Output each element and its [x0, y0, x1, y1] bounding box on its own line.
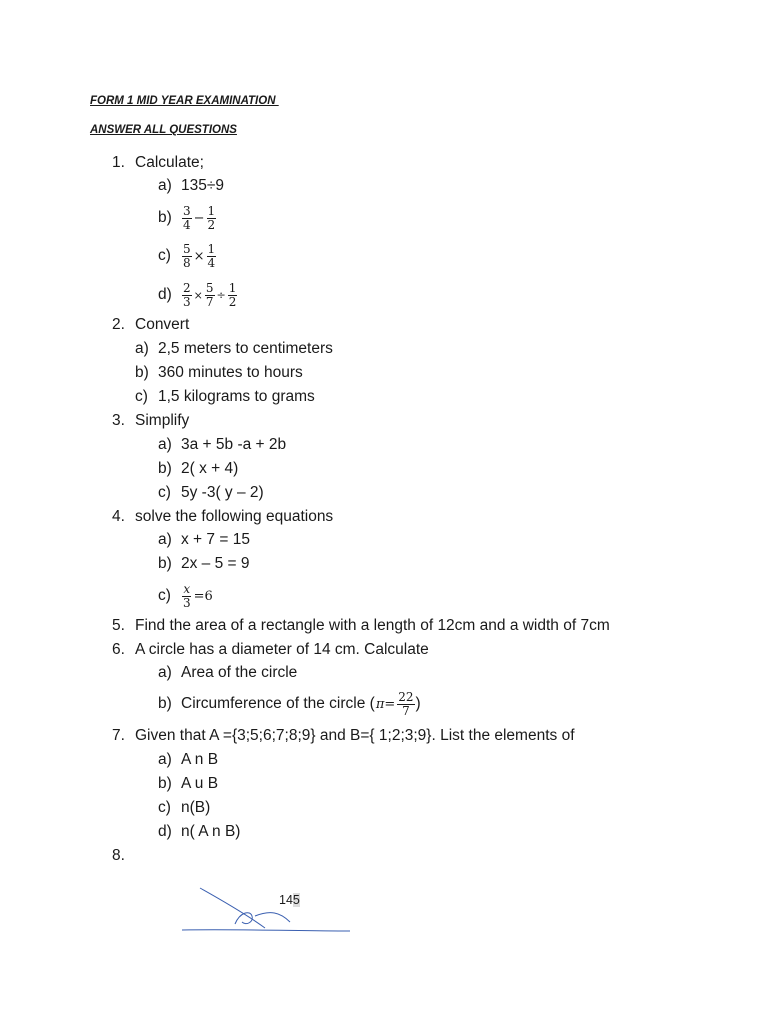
part-text: 2,5 meters to centimeters	[158, 340, 333, 357]
part-text: A u B	[181, 775, 219, 792]
fraction: $\frac{2}{3}$	[183, 280, 191, 309]
part-label: c)	[158, 587, 171, 604]
question-text: Calculate;	[135, 154, 204, 171]
part-label: b)	[158, 775, 172, 792]
divide-operator: ÷	[216, 288, 226, 302]
question-7-part-c	[0, 797, 768, 819]
fraction-expression	[181, 243, 217, 270]
part-text: 2( x + 4)	[181, 460, 239, 477]
pi-symbol: π=	[375, 696, 396, 712]
exam-title: FORM 1 MID YEAR EXAMINATION	[90, 95, 279, 107]
part-text: n( A n B)	[181, 823, 241, 840]
part-label: b)	[158, 460, 172, 477]
question-text: Simplify	[135, 412, 190, 429]
fraction: $\frac{5}{7}$	[205, 280, 214, 309]
part-text: Circumference of the circle ( π= $\frac{22}{7}$ )	[181, 689, 421, 718]
question-6-part-a	[0, 662, 768, 684]
part-label: b)	[158, 695, 172, 712]
question-2-part-a	[0, 338, 768, 360]
question-text: Convert	[135, 316, 190, 333]
part-label: a)	[158, 436, 172, 453]
part-label: d)	[158, 823, 172, 840]
fraction: $\frac{1}{2}$	[207, 203, 216, 232]
part-text: 5y -3( y – 2)	[181, 484, 264, 501]
exam-instruction: ANSWER ALL QUESTIONS	[90, 124, 237, 136]
question-6	[0, 639, 768, 661]
question-text: Find the area of a rectangle with a length of 12cm and a width of 7cm	[135, 617, 610, 634]
part-text: x + 7 = 15	[181, 531, 250, 548]
part-label: b)	[158, 209, 172, 226]
fraction-expression	[181, 205, 217, 232]
question-number: 6.	[112, 641, 125, 658]
part-text: 3a + 5b -a + 2b	[181, 436, 287, 453]
question-text: A circle has a diameter of 14 cm. Calculate	[135, 641, 429, 658]
fraction: $\frac{22}{7}$	[398, 689, 414, 718]
equation-rest: =6	[193, 588, 213, 604]
question-7-part-b	[0, 773, 768, 795]
part-label: a)	[135, 340, 149, 357]
fraction-expression	[181, 583, 214, 610]
part-label: a)	[158, 664, 172, 681]
fraction: $\frac{1}{4}$	[207, 241, 216, 270]
fraction-expression	[181, 282, 238, 309]
minus-operator: −	[193, 210, 205, 226]
part-label: a)	[158, 751, 172, 768]
question-7-part-d	[0, 821, 768, 843]
fraction: $\frac{1}{2}$	[228, 280, 237, 309]
question-2-part-b	[0, 362, 768, 384]
question-5	[0, 615, 768, 637]
question-text: solve the following equations	[135, 508, 334, 525]
question-text: Given that A ={3;5;6;7;8;9} and B={ 1;2;3;9}. List the elements of	[135, 727, 575, 744]
part-label: c)	[158, 484, 171, 501]
question-4-part-c	[0, 583, 768, 609]
part-label: c)	[135, 388, 148, 405]
question-number: 4.	[112, 508, 125, 525]
question-4-part-a	[0, 529, 768, 551]
question-number: 7.	[112, 727, 125, 744]
question-1-part-c	[0, 243, 768, 269]
question-number: 1.	[112, 154, 125, 171]
question-3	[0, 410, 768, 432]
multiply-operator: ×	[193, 248, 205, 264]
question-1-part-b	[0, 205, 768, 231]
question-6-part-b	[0, 690, 768, 718]
part-label: a)	[158, 531, 172, 548]
question-1	[0, 152, 768, 174]
part-text: 1,5 kilograms to grams	[158, 388, 315, 405]
question-number: 5.	[112, 617, 125, 634]
part-text: 2x – 5 = 9	[181, 555, 250, 572]
question-1-part-d	[0, 282, 768, 308]
question-7	[0, 725, 768, 747]
question-8	[0, 845, 768, 867]
part-text: A n B	[181, 751, 219, 768]
multiply-operator: ×	[193, 288, 203, 302]
part-text: 135÷9	[181, 177, 224, 194]
signature-scribble	[180, 882, 355, 937]
question-3-part-a	[0, 434, 768, 456]
question-1-part-a	[0, 175, 768, 197]
fraction: $\frac{3}{4}$	[183, 203, 191, 232]
question-number: 8.	[112, 847, 125, 864]
question-3-part-b	[0, 458, 768, 480]
part-label: c)	[158, 799, 171, 816]
part-label: b)	[158, 555, 172, 572]
question-2-part-c	[0, 386, 768, 408]
question-number: 3.	[112, 412, 125, 429]
part-label: b)	[135, 364, 149, 381]
question-3-part-c	[0, 482, 768, 504]
page-number: 145	[279, 893, 300, 907]
part-text: n(B)	[181, 799, 211, 816]
question-2	[0, 314, 768, 336]
question-4	[0, 506, 768, 528]
fraction: $\frac{5}{8}$	[183, 241, 191, 270]
question-number: 2.	[112, 316, 125, 333]
part-text: Area of the circle	[181, 664, 298, 681]
part-label: a)	[158, 177, 172, 194]
part-text: 360 minutes to hours	[158, 364, 303, 381]
question-7-part-a	[0, 749, 768, 771]
fraction: $\frac{x}{3}$	[183, 581, 191, 610]
question-4-part-b	[0, 553, 768, 575]
part-label: c)	[158, 247, 171, 264]
part-label: d)	[158, 286, 172, 303]
